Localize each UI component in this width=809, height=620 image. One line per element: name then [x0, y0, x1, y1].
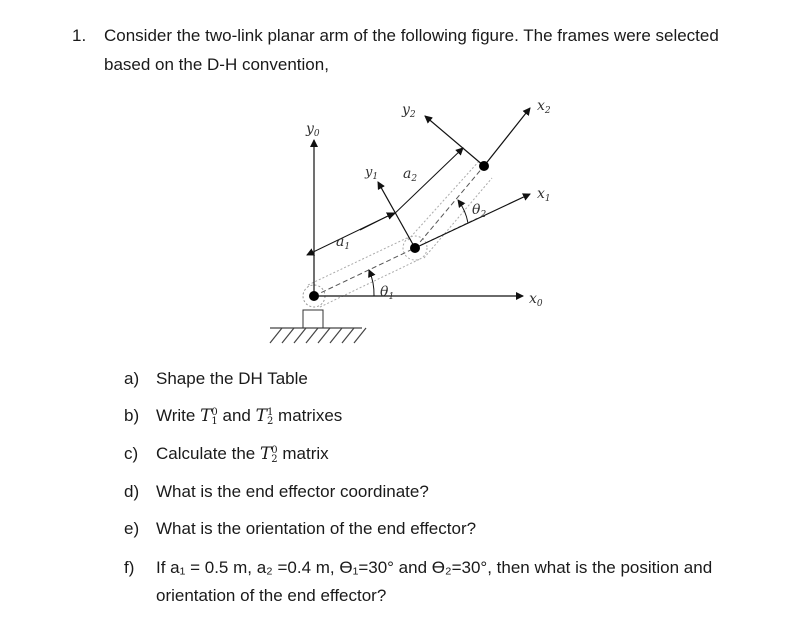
label-x2-base: x — [537, 98, 545, 114]
label-a1 — [336, 234, 350, 252]
matrix-t1-0: T 0 1 — [200, 406, 218, 427]
subquestion-c-pre: Calculate the — [156, 444, 260, 463]
question-text-line1: Consider the two-link planar arm of the following figure. The frames were selected — [104, 26, 719, 45]
subquestion-f-letter: f) — [124, 558, 135, 577]
label-x1 — [537, 186, 551, 204]
label-x2-sub: 2 — [544, 106, 551, 116]
label-y1-base: y — [365, 165, 373, 180]
subquestion-a — [124, 369, 308, 389]
question-text-line2: based on the D-H convention, — [104, 55, 329, 74]
label-y0 — [305, 121, 320, 139]
label-theta1-base: θ — [380, 284, 389, 300]
subquestion-d-text: What is the end effector coordinate? — [156, 482, 429, 501]
label-x1-sub: 1 — [544, 194, 551, 204]
subquestion-f-line2: orientation of the end effector? — [156, 586, 387, 605]
subquestion-b-letter: b) — [124, 406, 140, 425]
label-y2-base: y — [402, 102, 410, 118]
label-y0-base: y — [306, 121, 314, 137]
label-theta2-base: θ — [472, 202, 481, 218]
a2-dimension — [390, 148, 463, 218]
ground-hatching — [270, 328, 366, 343]
y2-axis — [425, 116, 484, 166]
matrix-t1-0-symbol: T — [200, 406, 212, 426]
link1-centerline — [314, 248, 415, 296]
subquestion-e-text: What is the orientation of the end effector? — [156, 519, 477, 538]
label-x0-sub: 0 — [536, 299, 543, 309]
subquestion-b-post: matrixes — [273, 406, 343, 425]
subquestion-c-letter: c) — [124, 444, 139, 463]
end-effector — [479, 161, 489, 171]
label-a2 — [403, 166, 417, 184]
label-y2 — [401, 102, 416, 120]
subquestion-a-text: Shape the DH Table — [156, 369, 308, 388]
label-x0-base: x — [529, 291, 537, 307]
question-number: 1. — [72, 26, 87, 45]
label-theta1-sub: 1 — [388, 292, 395, 302]
label-y1 — [364, 165, 378, 182]
label-y1-sub: 1 — [372, 172, 379, 182]
label-x2 — [537, 98, 551, 116]
subquestion-f-continued — [156, 586, 386, 606]
label-y0-sub: 0 — [313, 129, 320, 139]
matrix-t2-1: T 1 2 — [255, 406, 274, 427]
label-theta2 — [472, 202, 486, 220]
a1-dimension-back — [360, 213, 394, 230]
subquestion-e-letter: e) — [124, 519, 140, 538]
label-y2-sub: 2 — [409, 110, 416, 120]
label-a2-sub: 2 — [411, 174, 418, 184]
x2-axis — [484, 108, 530, 166]
subquestion-a-letter: a) — [124, 369, 140, 388]
label-theta2-sub: 2 — [480, 210, 487, 220]
subquestion-e — [124, 519, 476, 539]
subquestion-f-line1: If a₁ = 0.5 m, a₂ =0.4 m, ϴ₁=30° and ϴ₂=30°, then what is the position and — [156, 558, 713, 577]
label-a1-base: a — [336, 234, 345, 250]
theta1-arc — [369, 270, 374, 296]
label-theta1 — [380, 284, 394, 302]
label-x1-base: x — [537, 186, 545, 202]
subquestion-f — [124, 558, 712, 578]
y1-axis — [378, 182, 415, 248]
subquestion-c-post: matrix — [277, 444, 329, 463]
joint2 — [410, 243, 420, 253]
subquestion-d — [124, 482, 429, 502]
matrix-t2-0: T 0 2 — [259, 444, 278, 465]
subquestion-d-letter: d) — [124, 482, 140, 501]
matrix-t2-0-symbol: T — [259, 444, 272, 464]
label-x0 — [529, 291, 543, 309]
joint1 — [309, 291, 319, 301]
subquestion-b — [124, 406, 342, 426]
subquestion-b-and: and — [217, 406, 256, 425]
subquestion-b-pre: Write — [156, 406, 201, 425]
label-a2-base: a — [403, 166, 412, 182]
matrix-t2-1-symbol: T — [255, 406, 267, 426]
base-pedestal — [303, 310, 323, 328]
label-a1-sub: 1 — [344, 242, 351, 252]
subquestion-c — [124, 444, 329, 464]
